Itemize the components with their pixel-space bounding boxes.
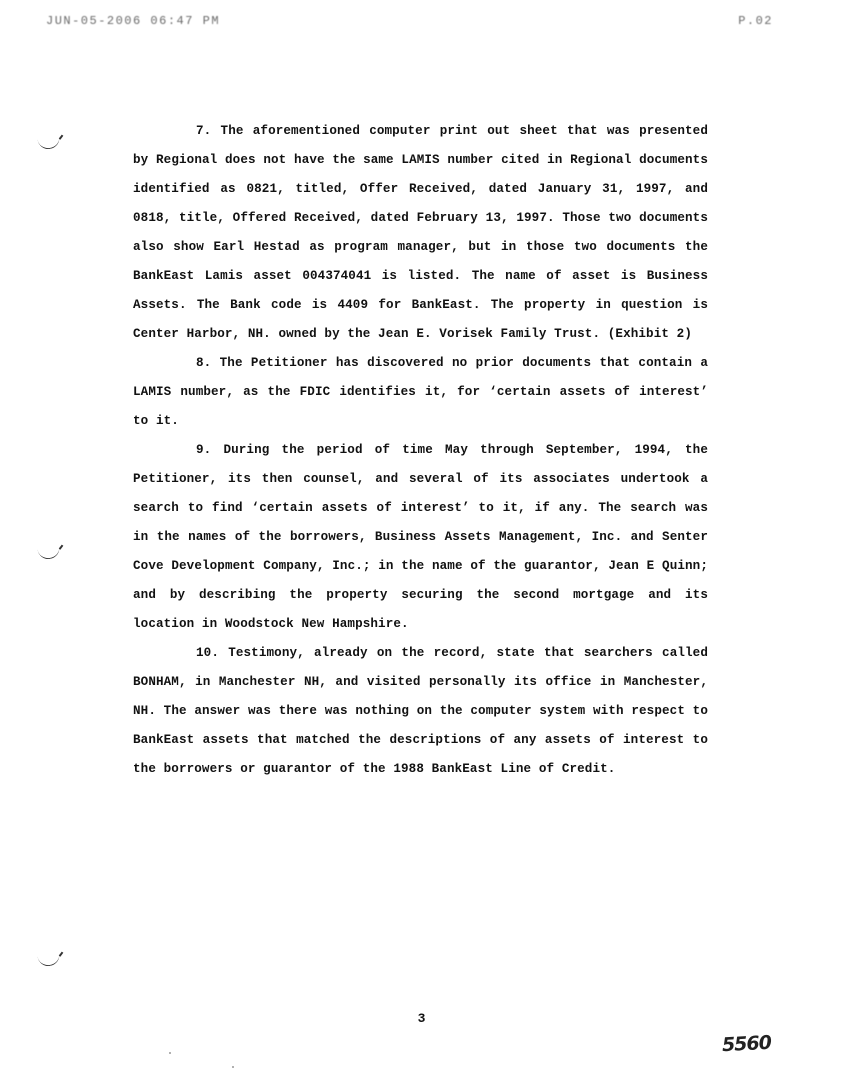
paragraph-10: 10. Testimony, already on the record, state that searchers called BONHAM, in Manchester NH, and visited personally its office in Manchester, NH. The answer was there was nothing on the computer system with respect to BankEast assets that matched the descriptions of any assets of interest to the borrowers or guarantor of the 1988 BankEast Line of Credit.	[133, 646, 708, 776]
scan-speck	[232, 1066, 234, 1068]
bates-stamp: 5560	[721, 1031, 772, 1057]
fax-page-indicator: P.02	[738, 14, 773, 28]
scan-speck	[169, 1052, 171, 1054]
hole-punch-mark-icon	[37, 545, 61, 561]
fax-header	[0, 14, 843, 34]
paragraph-7: 7. The aforementioned computer print out sheet that was presented by Regional does not have the same LAMIS number cited in Regional documents identified as 0821, titled, Offer Received, dated January 31, 1997, and 0818, title, Offered Received, dated February 13, 1997. Those two documents also show Earl Hestad as program manager, but in those two documents the BankEast Lamis asset 004374041 is listed. The name of asset is Business Assets. The Bank code is 4409 for BankEast. The property in question is Center Harbor, NH. owned by the Jean E. Vorisek Family Trust. (Exhibit 2)	[133, 124, 708, 341]
hole-punch-mark-icon	[37, 952, 61, 968]
hole-punch-mark-icon	[37, 135, 61, 151]
fax-timestamp: JUN-05-2006 06:47 PM	[46, 14, 221, 28]
paragraph-9: 9. During the period of time May through September, 1994, the Petitioner, its then counsel, and several of its associates undertook a search to find ‘certain assets of interest’ to it, if any. The search was in the names of the borrowers, Business Assets Management, Inc. and Senter Cove Development Company, Inc.; in the name of the guarantor, Jean E Quinn; and by describing the property securing the second mortgage and its location in Woodstock New Hampshire.	[133, 443, 708, 631]
paragraph-8: 8. The Petitioner has discovered no prior documents that contain a LAMIS number, as the FDIC identifies it, for ‘certain assets of interest’ to it.	[133, 356, 708, 428]
document-body	[133, 117, 708, 784]
page-number: 3	[417, 1011, 426, 1026]
